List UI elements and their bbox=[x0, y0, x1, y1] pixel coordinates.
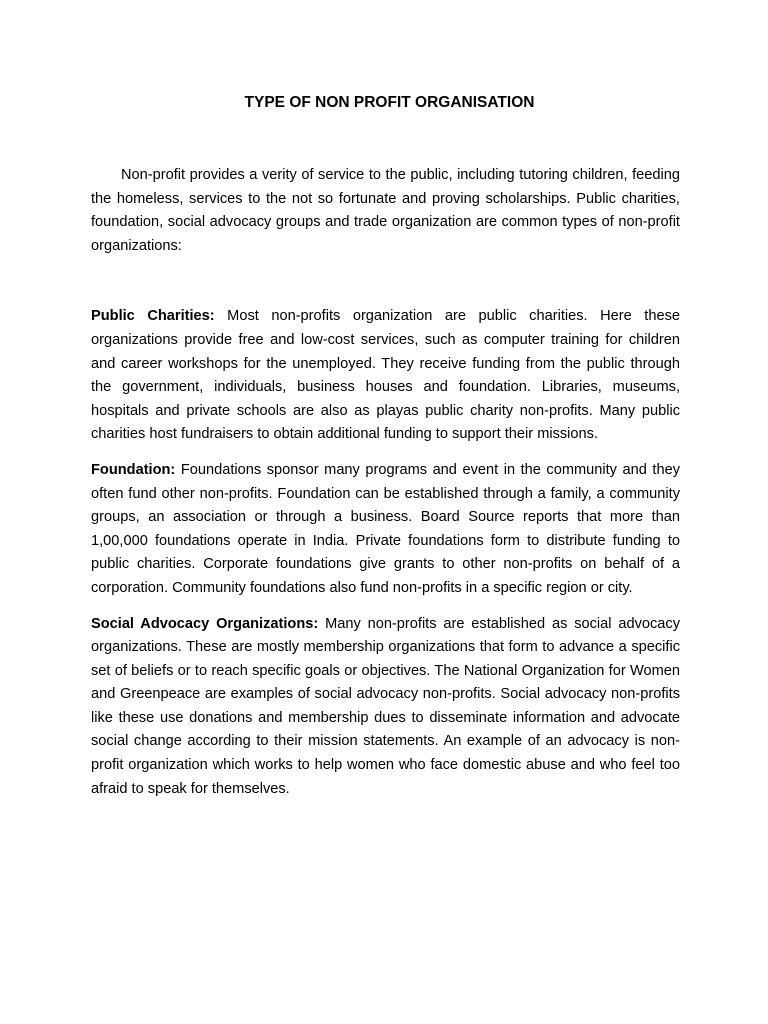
section-body: Most non-profits organization are public charities. Here these organizations provide free and low-cost services, such as computer training for children and career workshops for the unemployed. They receive funding from the public through the government, individuals, business houses and foundation. Libraries, museums, hospitals and private schools are also as playas public charity non-profits. Many public charities host fundraisers to obtain additional funding to support their missions. bbox=[91, 308, 680, 443]
section-social-advocacy bbox=[91, 613, 680, 802]
section-public-charities bbox=[91, 305, 680, 447]
section-foundation bbox=[91, 459, 680, 601]
section-heading: Social Advocacy Organizations: bbox=[91, 615, 319, 632]
section-body: Foundations sponsor many programs and event in the community and they often fund other non-profits. Foundation can be established through a family, a community groups, an association or through a business. Board Source reports that more than 1,00,000 foundations operate in India. Private foundations form to distribute funding to public charities. Corporate foundations give grants to other non-profits on behalf of a corporation. Community foundations also fund non-profits in a specific region or city. bbox=[91, 461, 680, 596]
section-heading: Foundation: bbox=[91, 461, 176, 478]
section-body: Many non-profits are established as social advocacy organizations. These are mostly membership organizations that form to advance a specific set of beliefs or to reach specific goals or objectives. The National Organization for Women and Greenpeace are examples of social advocacy non-profits. Social advocacy non-profits like these use donations and membership dues to disseminate information and advocate social change according to their mission statements. An example of an advocacy is non-profit organization which works to help women who face domestic abuse and who feel too afraid to speak for themselves. bbox=[91, 615, 680, 797]
section-heading: Public Charities: bbox=[91, 308, 215, 325]
document-title: TYPE OF NON PROFIT ORGANISATION bbox=[244, 94, 535, 111]
intro-paragraph: Non-profit provides a verity of service to the public, including tutoring children, feeding the homeless, services to the not so fortunate and proving scholarships. Public charities, foundation, social advocacy groups and trade organization are common types of non-profit organizations: bbox=[91, 167, 680, 254]
